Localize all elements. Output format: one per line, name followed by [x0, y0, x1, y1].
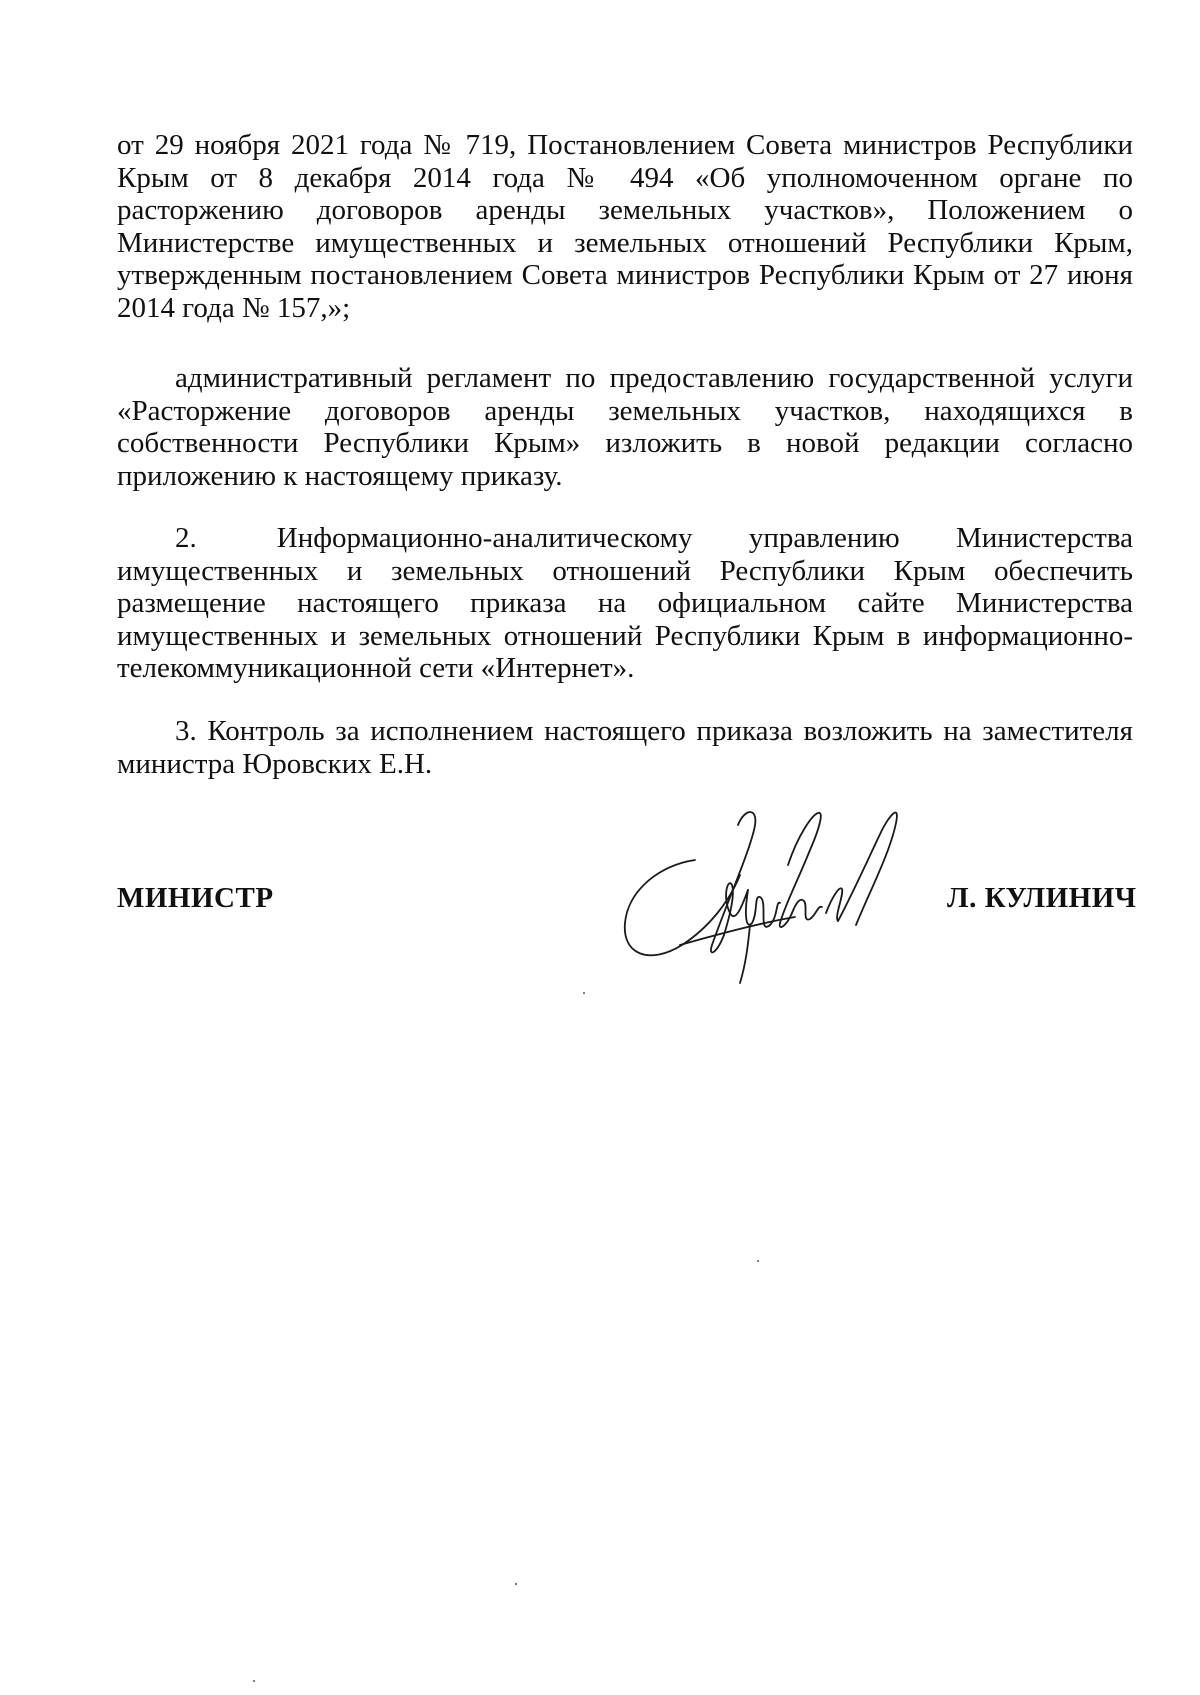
handwritten-signature [620, 805, 920, 990]
signatory-role: МИНИСТР [117, 882, 274, 914]
scan-speck [515, 1583, 517, 1585]
paragraph-regulation-amendment: административный регламент по предоставлению государственной услуги «Расторжение договоров аренды земельных участков, находящихся в собственности Республики Крым» изложить в новой редакции согласно приложению к настоящему приказу. [117, 362, 1133, 492]
paragraph-publication-text: Информационно-аналитическому управлению Министерства имущественных и земельных отношений Республики Крым обеспечить размещение настоящего приказа на официальном сайте Министерства имущественных и земельных отношений Республики Крым в информационно-телекоммуникационной сети «Интернет». [117, 522, 1133, 684]
paragraph-publication-order [117, 522, 1133, 685]
paragraph-control-order: 3. Контроль за исполнением настоящего приказа возложить на заместителя министра Юровских Е.Н. [117, 715, 1133, 780]
scan-speck [253, 1680, 255, 1682]
paragraph-number: 2. [175, 522, 197, 554]
scan-speck [583, 992, 585, 994]
paragraph-legal-basis: от 29 ноября 2021 года № 719, Постановлением Совета министров Республики Крым от 8 декабря 2014 года № 494 «Об уполномоченном органе по расторжению договоров аренды земельных участков», Положением о Министерстве имущественных и земельных отношений Республики Крым, утвержденным постановлением Совета министров Республики Крым от 27 июня 2014 года № 157,»; [117, 129, 1133, 324]
scan-speck [757, 1260, 759, 1262]
signatory-name: Л. КУЛИНИЧ [947, 882, 1137, 914]
